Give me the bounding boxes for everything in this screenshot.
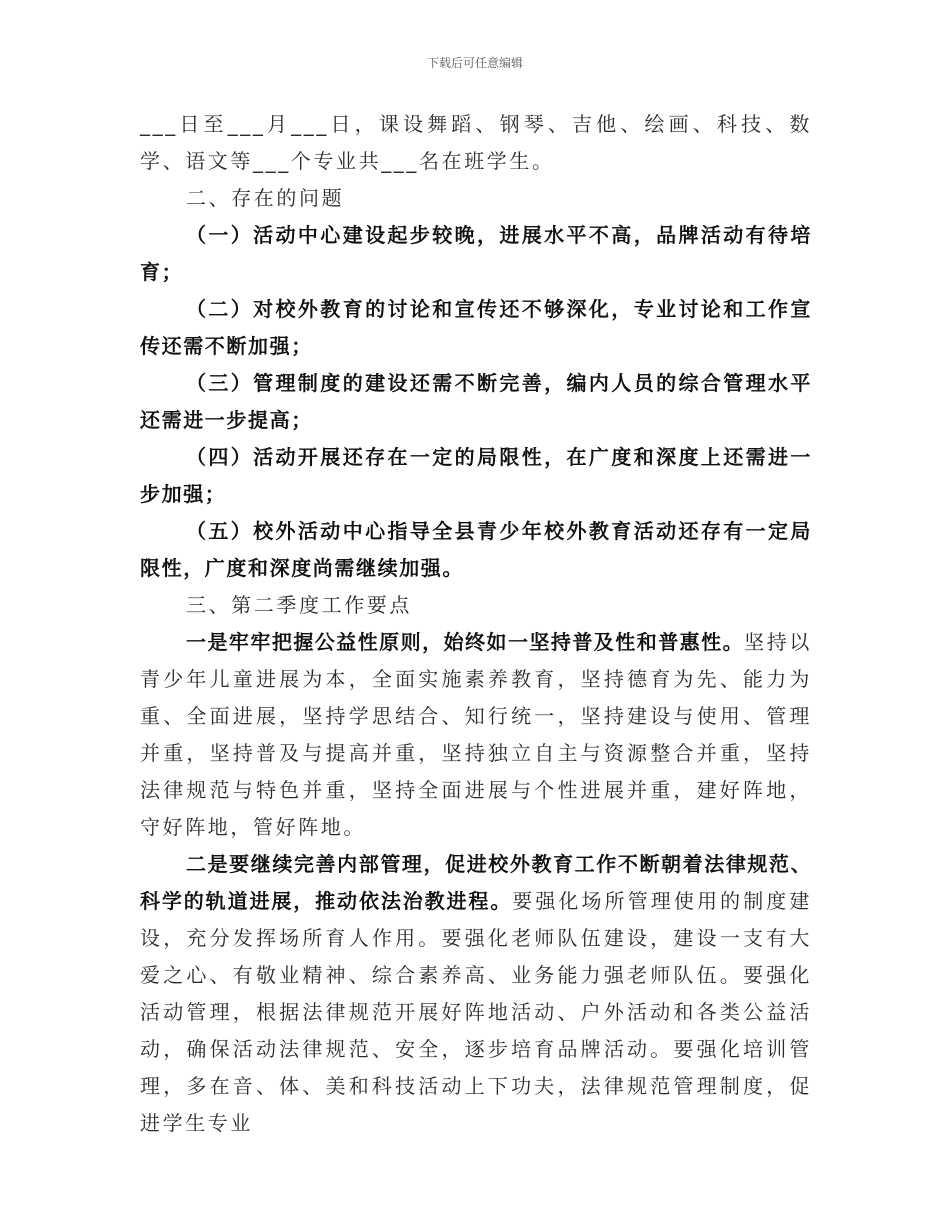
- key-point-1: [140, 624, 812, 846]
- section-title-problems: 二、存在的问题: [186, 186, 345, 210]
- key-point-2-lead: 二是要继续完善内部管理，促进校外教育工作不断朝着法律规范、科学的轨道进展，推动依法治教进程。: [140, 852, 812, 913]
- key-point-2-body: 要强化场所管理使用的制度建设，充分发挥场所育人作用。要强化老师队伍建设，建设一支有大爱之心、有敬业精神、综合素养高、业务能力强老师队伍。要强化活动管理，根据法律规范开展好阵地活动、户外活动和各类公益活动，确保活动法律规范、安全，逐步培育品牌活动。要强化培训管理，多在音、体、美和科技活动上下功夫，法律规范管理制度，促进学生专业: [140, 889, 812, 1135]
- section-title-key-points: 三、第二季度工作要点: [186, 593, 412, 617]
- issue-item-1: （一）活动中心建设起步较晚，进展水平不高，品牌活动有待培育；: [140, 223, 812, 284]
- key-point-1-lead: 一是牢牢把握公益性原则，始终如一坚持普及性和普惠性。: [186, 630, 745, 654]
- key-point-1-body: 坚持以青少年儿童进展为本，全面实施素养教育，坚持德育为先、能力为重、全面进展，坚持学思结合、知行统一，坚持建设与使用、管理并重，坚持普及与提高并重，坚持独立自主与资源整合并重，坚持法律规范与特色并重，坚持全面进展与个性进展并重，建好阵地，守好阵地，管好阵地。: [140, 630, 812, 839]
- issue-item-4: （四）活动开展还存在一定的局限性，在广度和深度上还需进一步加强；: [140, 445, 812, 506]
- issue-item-2: （二）对校外教育的讨论和宣传还不够深化，专业讨论和工作宣传还需不断加强；: [140, 297, 812, 358]
- key-point-2: [140, 846, 812, 1142]
- header-note: 下载后可任意编辑: [426, 56, 523, 70]
- document-body: [140, 106, 812, 1142]
- paragraph-intro: ___日至___月___日，课设舞蹈、钢琴、吉他、绘画、科技、数学、语文等___个专业共___名在班学生。: [140, 112, 812, 173]
- issue-item-3: （三）管理制度的建设还需不断完善，编内人员的综合管理水平还需进一步提高；: [140, 371, 812, 432]
- issue-item-5: （五）校外活动中心指导全县青少年校外教育活动还存有一定局限性，广度和深度尚需继续加强。: [140, 519, 812, 580]
